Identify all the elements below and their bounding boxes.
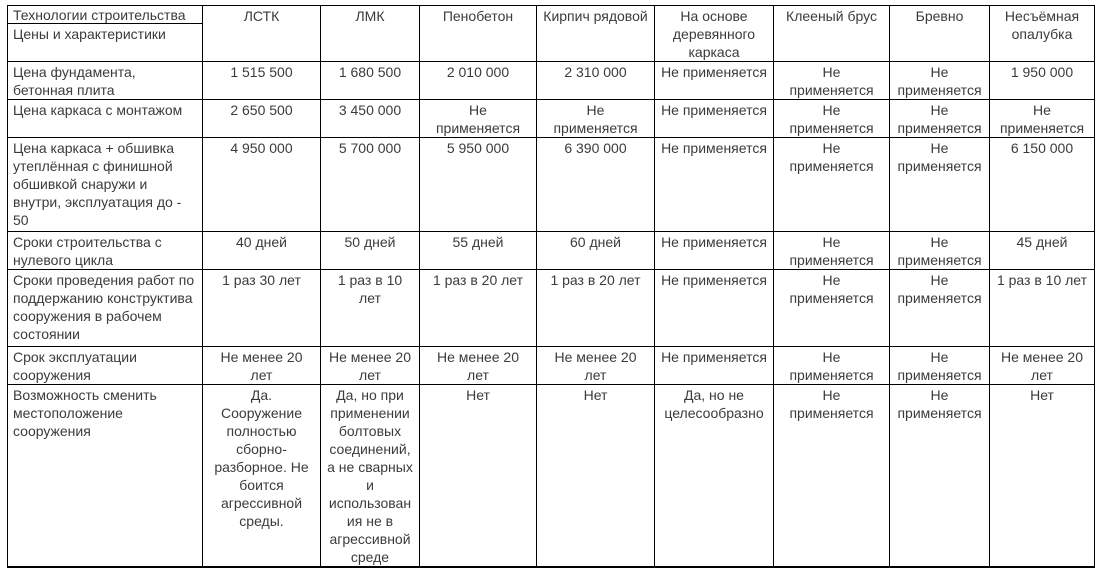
table-row bbox=[8, 138, 1095, 232]
table-cell: Не применяется bbox=[655, 100, 774, 138]
table-cell: Не применяется bbox=[890, 138, 990, 232]
table-row bbox=[8, 385, 1095, 568]
table-cell: 6 150 000 bbox=[990, 138, 1095, 232]
table-cell: 2 310 000 bbox=[537, 62, 655, 100]
table-cell: Да, но при применении болтовых соединений, а не сварных и использования не в агрессивной среде bbox=[321, 385, 420, 568]
table-cell: Не применяется bbox=[420, 100, 537, 138]
column-header-kleeny-brus: Клееный брус bbox=[774, 6, 890, 62]
row-label: Цена фундамента, бетонная плита bbox=[8, 62, 203, 100]
column-header-penobeton: Пенобетон bbox=[420, 6, 537, 62]
table-cell: Не применяется bbox=[774, 347, 890, 385]
table-cell: Не применяется bbox=[655, 232, 774, 270]
table-cell: Не применяется bbox=[774, 232, 890, 270]
table-cell: 40 дней bbox=[203, 232, 321, 270]
table-cell: 2 650 500 bbox=[203, 100, 321, 138]
table-cell: Не применяется bbox=[655, 347, 774, 385]
table-row bbox=[8, 270, 1095, 347]
table-cell: 1 950 000 bbox=[990, 62, 1095, 100]
table-cell: Не применяется bbox=[774, 270, 890, 347]
table-cell: Не применяется bbox=[655, 270, 774, 347]
row-label: Возможность сменить местоположение сооружения bbox=[8, 385, 203, 568]
table-cell: Да, но не целесообразно bbox=[655, 385, 774, 568]
table-cell: Да. Сооружение полностью сборно-разборное. Не боится агрессивной среды. bbox=[203, 385, 321, 568]
table-cell: 2 010 000 bbox=[420, 62, 537, 100]
table-cell: 55 дней bbox=[420, 232, 537, 270]
table-cell: Не применяется bbox=[890, 385, 990, 568]
table-cell: 1 раз в 20 лет bbox=[537, 270, 655, 347]
table-cell: 1 раз в 10 лет bbox=[321, 270, 420, 347]
column-header-kirpich: Кирпич рядовой bbox=[537, 6, 655, 62]
table-cell: Не применяется bbox=[890, 62, 990, 100]
table-cell: Нет bbox=[420, 385, 537, 568]
table-cell: 60 дней bbox=[537, 232, 655, 270]
column-header-lmk: ЛМК bbox=[321, 6, 420, 62]
column-header-brevno: Бревно bbox=[890, 6, 990, 62]
table-cell: Не менее 20 лет bbox=[420, 347, 537, 385]
row-label: Цена каркаса + обшивка утеплённая с финишной обшивкой снаружи и внутри, эксплуатация до - 50 bbox=[8, 138, 203, 232]
table-cell: 1 680 500 bbox=[321, 62, 420, 100]
table-cell: 50 дней bbox=[321, 232, 420, 270]
table-cell: Не менее 20 лет bbox=[537, 347, 655, 385]
row-label: Цена каркаса с монтажом bbox=[8, 100, 203, 138]
row-label: Сроки строительства с нулевого цикла bbox=[8, 232, 203, 270]
column-header-lstk: ЛСТК bbox=[203, 6, 321, 62]
table-cell: Не менее 20 лет bbox=[203, 347, 321, 385]
table-cell: 6 390 000 bbox=[537, 138, 655, 232]
table-cell: Не менее 20 лет bbox=[321, 347, 420, 385]
table-row bbox=[8, 100, 1095, 138]
table-cell: Не применяется bbox=[774, 100, 890, 138]
corner-header-cell bbox=[8, 6, 203, 62]
table-cell: 5 700 000 bbox=[321, 138, 420, 232]
table-row bbox=[8, 232, 1095, 270]
construction-comparison-table bbox=[7, 5, 1095, 568]
table-cell: Нет bbox=[990, 385, 1095, 568]
table-cell: Не применяется bbox=[890, 270, 990, 347]
table-row bbox=[8, 347, 1095, 385]
corner-top-label: Технологии строительства bbox=[8, 6, 202, 24]
table-cell: 1 раз в 20 лет bbox=[420, 270, 537, 347]
table-cell: 45 дней bbox=[990, 232, 1095, 270]
table-cell: Не применяется bbox=[774, 385, 890, 568]
table-cell: 1 515 500 bbox=[203, 62, 321, 100]
table-cell: 1 раз в 10 лет bbox=[990, 270, 1095, 347]
table-header bbox=[8, 6, 1095, 62]
table-cell: Не применяется bbox=[890, 347, 990, 385]
table-cell: Не применяется bbox=[890, 232, 990, 270]
table-cell: 1 раз 30 лет bbox=[203, 270, 321, 347]
table-cell: Не применяется bbox=[537, 100, 655, 138]
table-cell: Не применяется bbox=[990, 100, 1095, 138]
table-cell: Не применяется bbox=[655, 62, 774, 100]
row-label: Сроки проведения работ по поддержанию конструктива сооружения в рабочем состоянии bbox=[8, 270, 203, 347]
column-header-nesemnaya-opalubka: Несъёмная опалубка bbox=[990, 6, 1095, 62]
table-cell: 4 950 000 bbox=[203, 138, 321, 232]
table-cell: Не менее 20 лет bbox=[990, 347, 1095, 385]
table-row bbox=[8, 62, 1095, 100]
table-cell: Не применяется bbox=[890, 100, 990, 138]
column-header-derevyanny-karkas: На основе деревянного каркаса bbox=[655, 6, 774, 62]
table-cell: 3 450 000 bbox=[321, 100, 420, 138]
header-row bbox=[8, 6, 1095, 62]
table-cell: Не применяется bbox=[774, 62, 890, 100]
table-cell: Нет bbox=[537, 385, 655, 568]
corner-bottom-label: Цены и характеристики bbox=[13, 26, 166, 42]
table-body bbox=[8, 62, 1095, 568]
table-cell: 5 950 000 bbox=[420, 138, 537, 232]
table-cell: Не применяется bbox=[655, 138, 774, 232]
table-cell: Не применяется bbox=[774, 138, 890, 232]
row-label: Срок эксплуатации сооружения bbox=[8, 347, 203, 385]
